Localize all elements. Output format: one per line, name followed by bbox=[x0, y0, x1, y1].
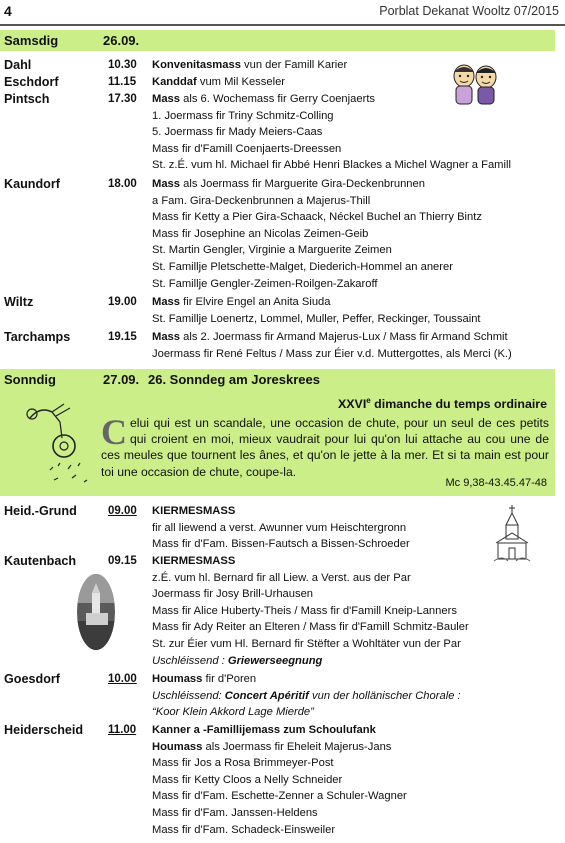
entry-lines bbox=[152, 722, 557, 838]
gospel-text: Celui qui est un scandale, une occasion de chute, pour un seul de ces petits qui croient en moi, mieux vaudrait pour lui qu'on lui attache au cou une de ces meules que tournent les ânes, et qu'on le jette à la mer. Et si ta main est pour toi une occasion de chute, coupe-la. bbox=[101, 412, 549, 479]
saturday-day: Samsdig bbox=[4, 33, 59, 48]
entry-line: Mass fir Josephine an Nicolas Zeimen-Geib bbox=[152, 227, 369, 240]
mass-time: 11.15 bbox=[108, 76, 137, 88]
mass-time: 19.15 bbox=[108, 331, 137, 343]
mass-time: 10.30 bbox=[108, 59, 137, 71]
entry-lines bbox=[152, 671, 557, 721]
place-name: Goesdorf bbox=[4, 672, 60, 686]
entry-line: 5. Joermass fir Mady Meiers-Caas bbox=[152, 126, 323, 139]
entry-line: Mass fir d'Fam. Schadeck-Einsweiler bbox=[152, 823, 336, 836]
millstone-illustration-icon bbox=[20, 398, 92, 460]
entry-line: Mass als 6. Wochemass fir Gerry Coenjaerts bbox=[152, 93, 376, 105]
entry-line: Mass fir Ketty a Pier Gira-Schaack, Néckel Buchel an Thierry Bintz bbox=[152, 211, 482, 224]
mass-time: 10.00 bbox=[108, 673, 137, 685]
saturday-date: 26.09. bbox=[103, 33, 140, 48]
entry-line: KIERMESMASS bbox=[152, 555, 236, 567]
entry-lines bbox=[152, 91, 557, 174]
entry-line: Mass fir d'Famill Coenjaerts-Dreessen bbox=[152, 142, 342, 155]
entry-lines bbox=[152, 329, 557, 362]
gospel-reference: Mc 9,38-43.45.47-48 bbox=[445, 477, 547, 489]
entry-line: Mass fir d'Fam. Janssen-Heldens bbox=[152, 806, 318, 819]
saturday-bar bbox=[0, 30, 555, 51]
place-name: Dahl bbox=[4, 58, 32, 72]
entry-line: Houmass als Joermass fir Eheleit Majerus-Jans bbox=[152, 740, 392, 753]
entry-line: Houmass fir d'Poren bbox=[152, 673, 257, 685]
entry-line: Uschléissend : Griewerseegnung bbox=[152, 654, 323, 667]
entry-line: St. Famillje Pletschette-Malget, Diederich-Hommel an anerer bbox=[152, 260, 453, 273]
mass-time: 18.00 bbox=[108, 178, 137, 190]
publication-title: Porblat Dekanat Wooltz 07/2015 bbox=[379, 4, 559, 18]
entry-lines bbox=[152, 57, 557, 74]
entry-line: z.É. vum hl. Bernard fir all Liew. a Verst. aus der Par bbox=[152, 571, 411, 584]
mass-time: 11.00 bbox=[108, 724, 137, 736]
liturgical-subtitle: XXVIe dimanche du temps ordinaire bbox=[338, 396, 547, 412]
entry-line: Konvenitasmass vun der Famill Karier bbox=[152, 59, 348, 71]
entry-line: St. Famillje Loenertz, Lommel, Muller, Peffer, Reckinger, Toussaint bbox=[152, 312, 481, 325]
entry-line: St. Martin Gengler, Virginie a Marguerite Zeimen bbox=[152, 244, 392, 257]
place-name: Eschdorf bbox=[4, 75, 59, 89]
entry-line: St. z.É. vum hl. Michael fir Abbé Henri Blackes a Michel Wagner a Famill bbox=[152, 159, 511, 172]
entry-line: a Fam. Gira-Deckenbrunnen a Majerus-Thill bbox=[152, 194, 371, 207]
page-number: 4 bbox=[4, 3, 12, 19]
entry-line: fir all liewend a verst. Awunner vum Heischtergronn bbox=[152, 521, 407, 534]
place-name: Kaundorf bbox=[4, 177, 60, 191]
sunday-bar bbox=[0, 369, 555, 394]
entry-line: Mass als Joermass fir Marguerite Gira-Deckenbrunnen bbox=[152, 178, 425, 190]
entry-line: St. Famillje Gengler-Zeimen-Roilgen-Zakaroff bbox=[152, 277, 378, 290]
entry-line: Mass fir Alice Huberty-Theis / Mass fir d'Famill Kneip-Lanners bbox=[152, 604, 457, 617]
entry-line: Mass fir Ady Reiter an Elteren / Mass fir d'Famill Schmitz-Bauler bbox=[152, 621, 469, 634]
entry-lines bbox=[152, 503, 557, 553]
entry-line: St. zur Éier vum Hl. Bernard fir Stëfter a Wohltäter vun der Par bbox=[152, 637, 461, 650]
place-name: Kautenbach bbox=[4, 554, 77, 568]
place-name: Heid.-Grund bbox=[4, 504, 77, 518]
entry-line: Mass fir Jos a Rosa Brimmeyer-Post bbox=[152, 757, 334, 770]
place-name: Wiltz bbox=[4, 295, 34, 309]
entry-line: 1. Joermass fir Triny Schmitz-Colling bbox=[152, 109, 334, 122]
place-name: Tarchamps bbox=[4, 330, 71, 344]
page-header bbox=[4, 3, 561, 21]
entry-lines bbox=[152, 74, 557, 91]
sunday-day: Sonndig bbox=[4, 372, 56, 387]
mass-time: 19.00 bbox=[108, 296, 137, 308]
entry-line: Mass fir Elvire Engel an Anita Siuda bbox=[152, 296, 331, 308]
entry-line: Mass fir d'Fam. Bissen-Fautsch a Bissen-Schroeder bbox=[152, 538, 410, 551]
church-photo-icon bbox=[76, 573, 116, 651]
mass-time: 09.15 bbox=[108, 555, 137, 567]
entry-line: Mass fir Ketty Cloos a Nelly Schneider bbox=[152, 773, 343, 786]
entry-line: Mass als 2. Joermass fir Armand Majerus-Lux / Mass fir Armand Schmit bbox=[152, 331, 508, 343]
entry-line: Joermass fir René Feltus / Mass zur Éier v.d. Muttergottes, als Merci (K.) bbox=[152, 347, 512, 360]
entry-line: Joermass fir Josy Brill-Urhausen bbox=[152, 588, 314, 601]
entry-lines bbox=[152, 553, 557, 669]
water-splash-icon bbox=[46, 460, 96, 490]
header-rule bbox=[0, 24, 565, 26]
place-name: Pintsch bbox=[4, 92, 50, 106]
entry-line: Uschléissend: Concert Apéritif vun der hollänischer Chorale : bbox=[152, 689, 461, 702]
mass-time: 17.30 bbox=[108, 93, 137, 105]
sunday-date: 27.09. bbox=[103, 372, 140, 387]
entry-line: Kanner a -Famillijemass zum Schoulufank bbox=[152, 724, 376, 736]
entry-line: Kanddaf vum Mil Kesseler bbox=[152, 76, 286, 88]
place-name: Heiderscheid bbox=[4, 723, 84, 737]
entry-line: Mass fir d'Fam. Eschette-Zenner a Schuler-Wagner bbox=[152, 790, 407, 803]
entry-line: KIERMESMASS bbox=[152, 505, 236, 517]
entry-line: “Koor Klein Akkord Lage Mierde” bbox=[152, 706, 314, 719]
entry-lines bbox=[152, 294, 557, 327]
entry-lines bbox=[152, 176, 557, 292]
mass-time: 09.00 bbox=[108, 505, 137, 517]
gospel-box bbox=[0, 394, 555, 496]
sunday-title: 26. Sonndeg am Joreskrees bbox=[148, 372, 320, 387]
